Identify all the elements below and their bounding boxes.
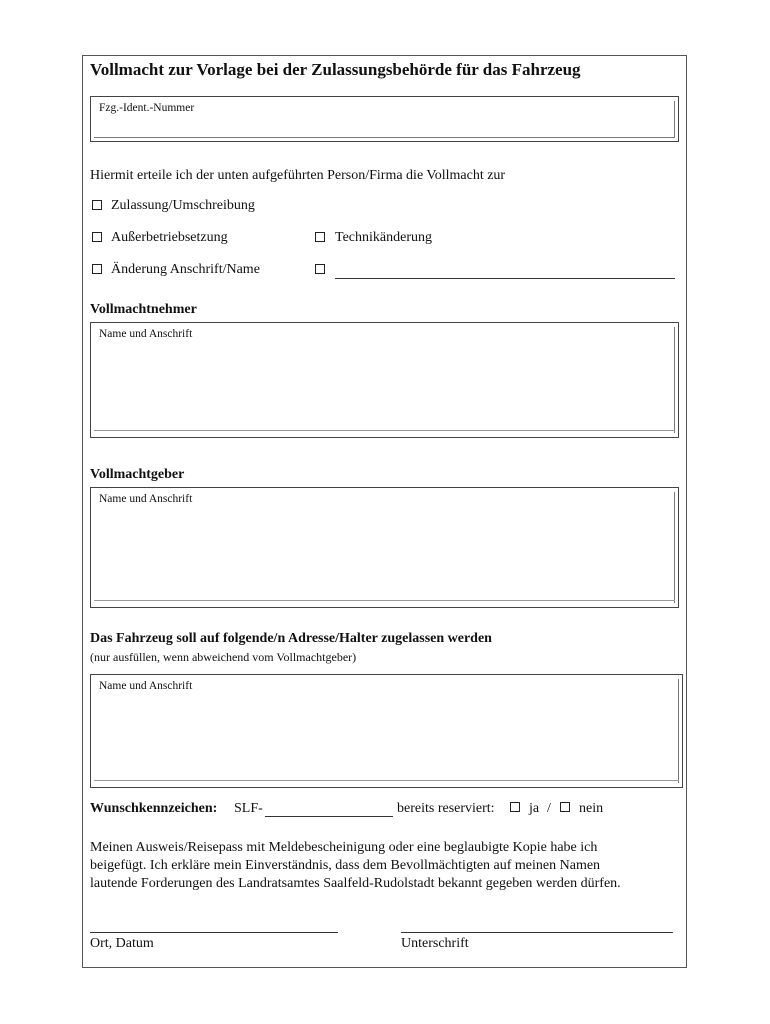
- checkbox-ja[interactable]: [510, 802, 520, 812]
- field-inner-border: [94, 780, 679, 781]
- field-inner-border: [678, 679, 679, 783]
- fin-label: Fzg.-Ident.-Nummer: [99, 102, 195, 114]
- adresse-heading: Das Fahrzeug soll auf folgende/n Adresse/Halter zugelassen werden: [90, 631, 492, 646]
- slash-separator: /: [547, 801, 551, 816]
- vollmachtgeber-field[interactable]: [90, 487, 679, 608]
- declaration-line: lautende Forderungen des Landratsamtes Saalfeld-Rudolstadt bekannt gegeben werden dürfen.: [90, 876, 621, 891]
- option-technik-label: Technikänderung: [335, 230, 432, 245]
- option-anschrift-label: Änderung Anschrift/Name: [111, 262, 260, 277]
- vollmachtnehmer-label: Name und Anschrift: [99, 328, 193, 340]
- intro-text: Hiermit erteile ich der unten aufgeführten Person/Firma die Vollmacht zur: [90, 168, 506, 183]
- option-zulassung-label: Zulassung/Umschreibung: [111, 198, 255, 213]
- field-inner-border: [674, 492, 675, 603]
- form-title: Vollmacht zur Vorlage bei der Zulassungsbehörde für das Fahrzeug: [90, 60, 581, 79]
- checkbox-technik[interactable]: [315, 232, 325, 242]
- wunschkennzeichen-label: Wunschkennzeichen:: [90, 801, 218, 816]
- field-inner-border: [674, 101, 675, 137]
- nein-label: nein: [579, 801, 604, 816]
- plate-prefix: SLF-: [234, 801, 263, 816]
- checkbox-zulassung[interactable]: [92, 200, 102, 210]
- checkbox-ausserbetrieb[interactable]: [92, 232, 102, 242]
- field-inner-border: [94, 137, 675, 138]
- checkbox-anschrift[interactable]: [92, 264, 102, 274]
- unterschrift-label: Unterschrift: [401, 936, 469, 951]
- plate-input-line[interactable]: [265, 816, 393, 817]
- adresse-label: Name und Anschrift: [99, 680, 193, 692]
- field-inner-border: [674, 327, 675, 433]
- declaration-line: beigefügt. Ich erkläre mein Einverständnis, dass dem Bevollmächtigten auf meinen Namen: [90, 858, 601, 873]
- ort-datum-line[interactable]: [90, 932, 338, 933]
- field-inner-border: [94, 600, 675, 601]
- vollmachtnehmer-heading: Vollmachtnehmer: [90, 302, 197, 317]
- vollmachtgeber-heading: Vollmachtgeber: [90, 467, 185, 482]
- declaration-line: Meinen Ausweis/Reisepass mit Meldebescheinigung oder eine beglaubigte Kopie habe ich: [90, 840, 598, 855]
- other-option-line[interactable]: [335, 278, 675, 279]
- ja-label: ja: [529, 801, 540, 816]
- checkbox-other[interactable]: [315, 264, 325, 274]
- vollmachtgeber-label: Name und Anschrift: [99, 493, 193, 505]
- adresse-field[interactable]: [90, 674, 683, 788]
- field-inner-border: [94, 430, 675, 431]
- checkbox-nein[interactable]: [560, 802, 570, 812]
- adresse-note: (nur ausfüllen, wenn abweichend vom Vollmachtgeber): [90, 650, 357, 664]
- unterschrift-line[interactable]: [401, 932, 673, 933]
- option-ausserbetrieb-label: Außerbetriebsetzung: [111, 230, 228, 245]
- reserved-label: bereits reserviert:: [397, 801, 495, 816]
- vollmachtnehmer-field[interactable]: [90, 322, 679, 438]
- fin-field[interactable]: [90, 96, 679, 142]
- ort-datum-label: Ort, Datum: [90, 936, 154, 951]
